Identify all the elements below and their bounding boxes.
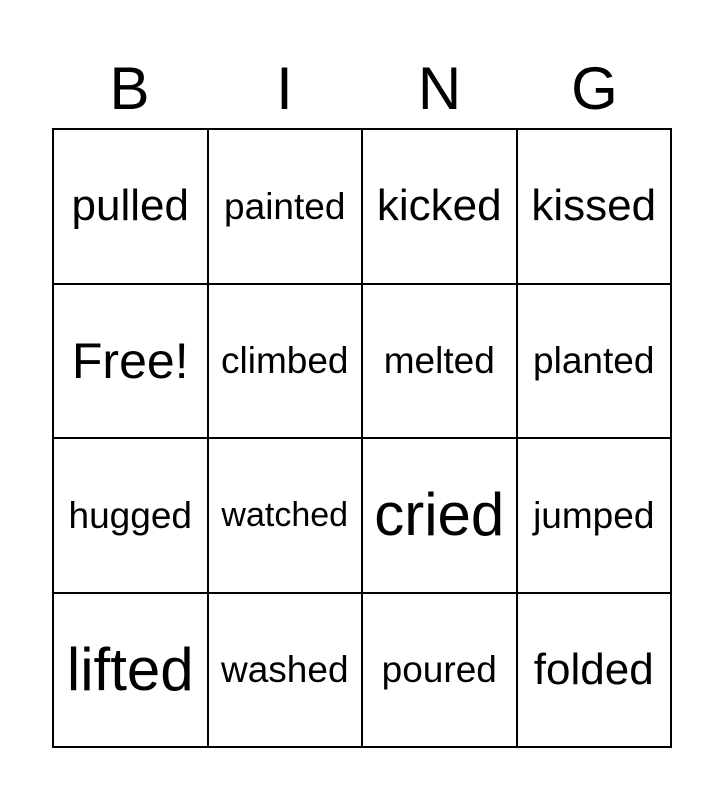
bingo-cell: hugged — [54, 439, 209, 594]
bingo-cell: melted — [363, 285, 518, 440]
bingo-cell: kicked — [363, 130, 518, 285]
bingo-cell: lifted — [54, 594, 209, 749]
bingo-board — [52, 128, 672, 748]
bingo-cell: climbed — [209, 285, 364, 440]
bingo-cell: pulled — [54, 130, 209, 285]
header-letter-b: B — [109, 55, 150, 122]
bingo-cell: washed — [209, 594, 364, 749]
bingo-cell: jumped — [518, 439, 673, 594]
header-letter-i: I — [276, 55, 293, 122]
header-letter-n: N — [417, 55, 462, 122]
bingo-cell: folded — [518, 594, 673, 749]
header-letter-g: G — [571, 55, 618, 122]
bingo-cell: painted — [209, 130, 364, 285]
bingo-cell: cried — [363, 439, 518, 594]
bingo-cell: kissed — [518, 130, 673, 285]
bingo-cell: watched — [209, 439, 364, 594]
bingo-cell: planted — [518, 285, 673, 440]
bingo-cell-free: Free! — [54, 285, 209, 440]
bingo-header — [52, 50, 672, 128]
bingo-cell: poured — [363, 594, 518, 749]
